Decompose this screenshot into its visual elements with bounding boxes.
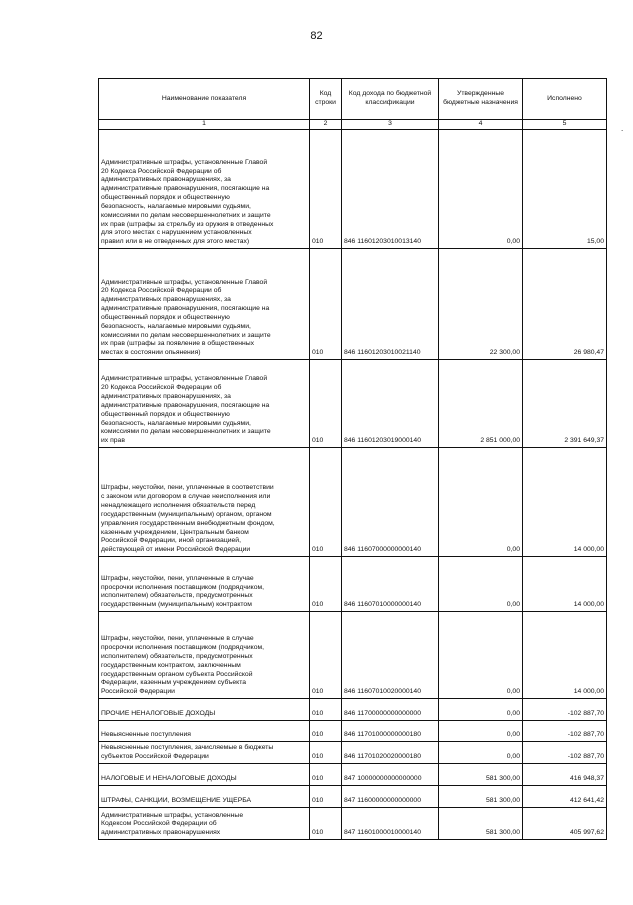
table-header-row (99, 79, 607, 120)
table-row (99, 249, 607, 360)
row-kbk: 847 10000000000000000 (342, 764, 439, 786)
row-name-text: Штрафы, неустойки, пени, уплаченные в случае просрочки исполнения поставщиком (подрядчиком, исполнителем) обязательств, предусмотренных государственным контрактом, заключенным государственным органом субъекта Российской Федерации, казенным учреждением субъекта Российской Федерации (101, 635, 265, 696)
row-code: 010 (310, 612, 342, 699)
row-executed: 15,00 (523, 130, 607, 249)
row-name-text: Невыясненные поступления (101, 731, 191, 739)
table-row (99, 764, 607, 786)
table-row (99, 448, 607, 557)
column-number: 3 (342, 120, 439, 130)
row-name (99, 764, 310, 786)
row-approved: 581 300,00 (439, 764, 523, 786)
row-name (99, 742, 310, 764)
row-approved: 22 300,00 (439, 249, 523, 360)
row-name (99, 557, 310, 612)
table-row (99, 742, 607, 764)
row-name (99, 699, 310, 721)
header-executed: Исполнено (523, 79, 607, 120)
row-name (99, 360, 310, 448)
table-row (99, 721, 607, 742)
table-row (99, 808, 607, 840)
row-approved: 0,00 (439, 742, 523, 764)
row-executed: 412 641,42 (523, 786, 607, 808)
table-row (99, 557, 607, 612)
row-code: 010 (310, 808, 342, 840)
row-approved: 0,00 (439, 699, 523, 721)
row-code: 010 (310, 557, 342, 612)
row-executed: 405 997,62 (523, 808, 607, 840)
column-number: 2 (310, 120, 342, 130)
row-name-text: Административные штрафы, установленные Главой 20 Кодекса Российской Федерации об административных правонарушениях, за административные правонарушения, посягающие на общественный порядок и общественную безопасность, налагаемые мировыми судьями, комиссиями по делам несовершеннолетних и защите их прав (штрафы за появление в общественных местах в состоянии опьянения) (101, 278, 271, 357)
row-approved: 0,00 (439, 557, 523, 612)
row-name (99, 786, 310, 808)
row-executed: 14 000,00 (523, 612, 607, 699)
row-name-text: ПРОЧИЕ НЕНАЛОГОВЫЕ ДОХОДЫ (101, 710, 216, 718)
row-code: 010 (310, 360, 342, 448)
row-approved: 0,00 (439, 130, 523, 249)
row-kbk: 846 11607010020000140 (342, 612, 439, 699)
row-name-text: Невыясненные поступления, зачисляемые в бюджеты субъектов Российской Федерации (101, 744, 274, 761)
header-kbk: Код дохода по бюджетной классификации (342, 79, 439, 120)
table-row (99, 360, 607, 448)
row-approved: 0,00 (439, 721, 523, 742)
row-executed: -102 887,70 (523, 742, 607, 764)
row-code: 010 (310, 448, 342, 557)
margin-mark: . (621, 124, 624, 133)
revenue-table (98, 78, 607, 840)
row-kbk: 846 11601203019000140 (342, 360, 439, 448)
row-name (99, 721, 310, 742)
row-code: 010 (310, 249, 342, 360)
row-name (99, 249, 310, 360)
row-approved: 0,00 (439, 448, 523, 557)
row-name-text: НАЛОГОВЫЕ И НЕНАЛОГОВЫЕ ДОХОДЫ (101, 775, 237, 783)
row-approved: 581 300,00 (439, 786, 523, 808)
row-executed: 14 000,00 (523, 557, 607, 612)
row-executed: -102 887,70 (523, 699, 607, 721)
row-name-text: Административные штрафы, установленные Кодексом Российской Федерации об административных правонарушениях (101, 811, 244, 837)
column-number: 4 (439, 120, 523, 130)
row-approved: 2 851 000,00 (439, 360, 523, 448)
row-approved: 0,00 (439, 612, 523, 699)
row-kbk: 846 11701000000000180 (342, 721, 439, 742)
row-code: 010 (310, 721, 342, 742)
row-name-text: Штрафы, неустойки, пени, уплаченные в соответствии с законом или договором в случае неисполнения или ненадлежащего исполнения обязательств перед государственным (муниципальным) органом, органом управления государственным внебюджетным фондом, казенным учреждением, Центральным банком Российской Федерации, иной организацией, действующей от имени Российской Федерации (101, 484, 275, 554)
row-code: 010 (310, 786, 342, 808)
row-name (99, 130, 310, 249)
header-name: Наименование показателя (99, 79, 310, 120)
page-number: 82 (310, 30, 323, 42)
row-name-text: Административные штрафы, установленные Главой 20 Кодекса Российской Федерации об административных правонарушениях, за административные правонарушения, посягающие на общественный порядок и общественную безопасность, налагаемые мировыми судьями, комиссиями по делам несовершеннолетних и защите их прав (101, 375, 271, 445)
row-executed: -102 887,70 (523, 721, 607, 742)
table-row (99, 130, 607, 249)
header-code: Код строки (310, 79, 342, 120)
table-row (99, 612, 607, 699)
table-row (99, 786, 607, 808)
row-approved: 581 300,00 (439, 808, 523, 840)
row-kbk: 846 11601203010013140 (342, 130, 439, 249)
row-name-text: Штрафы, неустойки, пени, уплаченные в случае просрочки исполнения поставщиком (подрядчиком, исполнителем) обязательств, предусмотренных государственным (муниципальным) контрактом (101, 574, 265, 609)
row-executed: 26 980,47 (523, 249, 607, 360)
row-kbk: 847 11600000000000000 (342, 786, 439, 808)
column-number: 1 (99, 120, 310, 130)
row-name (99, 448, 310, 557)
row-executed: 416 948,37 (523, 764, 607, 786)
row-code: 010 (310, 764, 342, 786)
column-number-row (99, 120, 607, 130)
row-code: 010 (310, 742, 342, 764)
row-code: 010 (310, 130, 342, 249)
row-name-text: ШТРАФЫ, САНКЦИИ, ВОЗМЕЩЕНИЕ УЩЕРБА (101, 797, 252, 805)
column-number: 5 (523, 120, 607, 130)
row-kbk: 846 11607010000000140 (342, 557, 439, 612)
row-name-text: Административные штрафы, установленные Главой 20 Кодекса Российской Федерации об административных правонарушениях, за административные правонарушения, посягающие на общественный порядок и общественную безопасность, налагаемые мировыми судьями, комиссиями по делам несовершеннолетних и защите их прав (штрафы за стрельбу из оружия в отведенных для этого местах с нарушением установленных правил или в не отведенных для этого местах) (101, 158, 274, 246)
row-executed: 14 000,00 (523, 448, 607, 557)
row-executed: 2 391 649,37 (523, 360, 607, 448)
header-approved: Утвержденные бюджетные назначения (439, 79, 523, 120)
row-kbk: 846 11700000000000000 (342, 699, 439, 721)
table-row (99, 699, 607, 721)
row-name (99, 612, 310, 699)
row-kbk: 846 11601203010021140 (342, 249, 439, 360)
row-code: 010 (310, 699, 342, 721)
row-kbk: 846 11701020020000180 (342, 742, 439, 764)
row-kbk: 847 11601000010000140 (342, 808, 439, 840)
row-kbk: 846 11607000000000140 (342, 448, 439, 557)
row-name (99, 808, 310, 840)
